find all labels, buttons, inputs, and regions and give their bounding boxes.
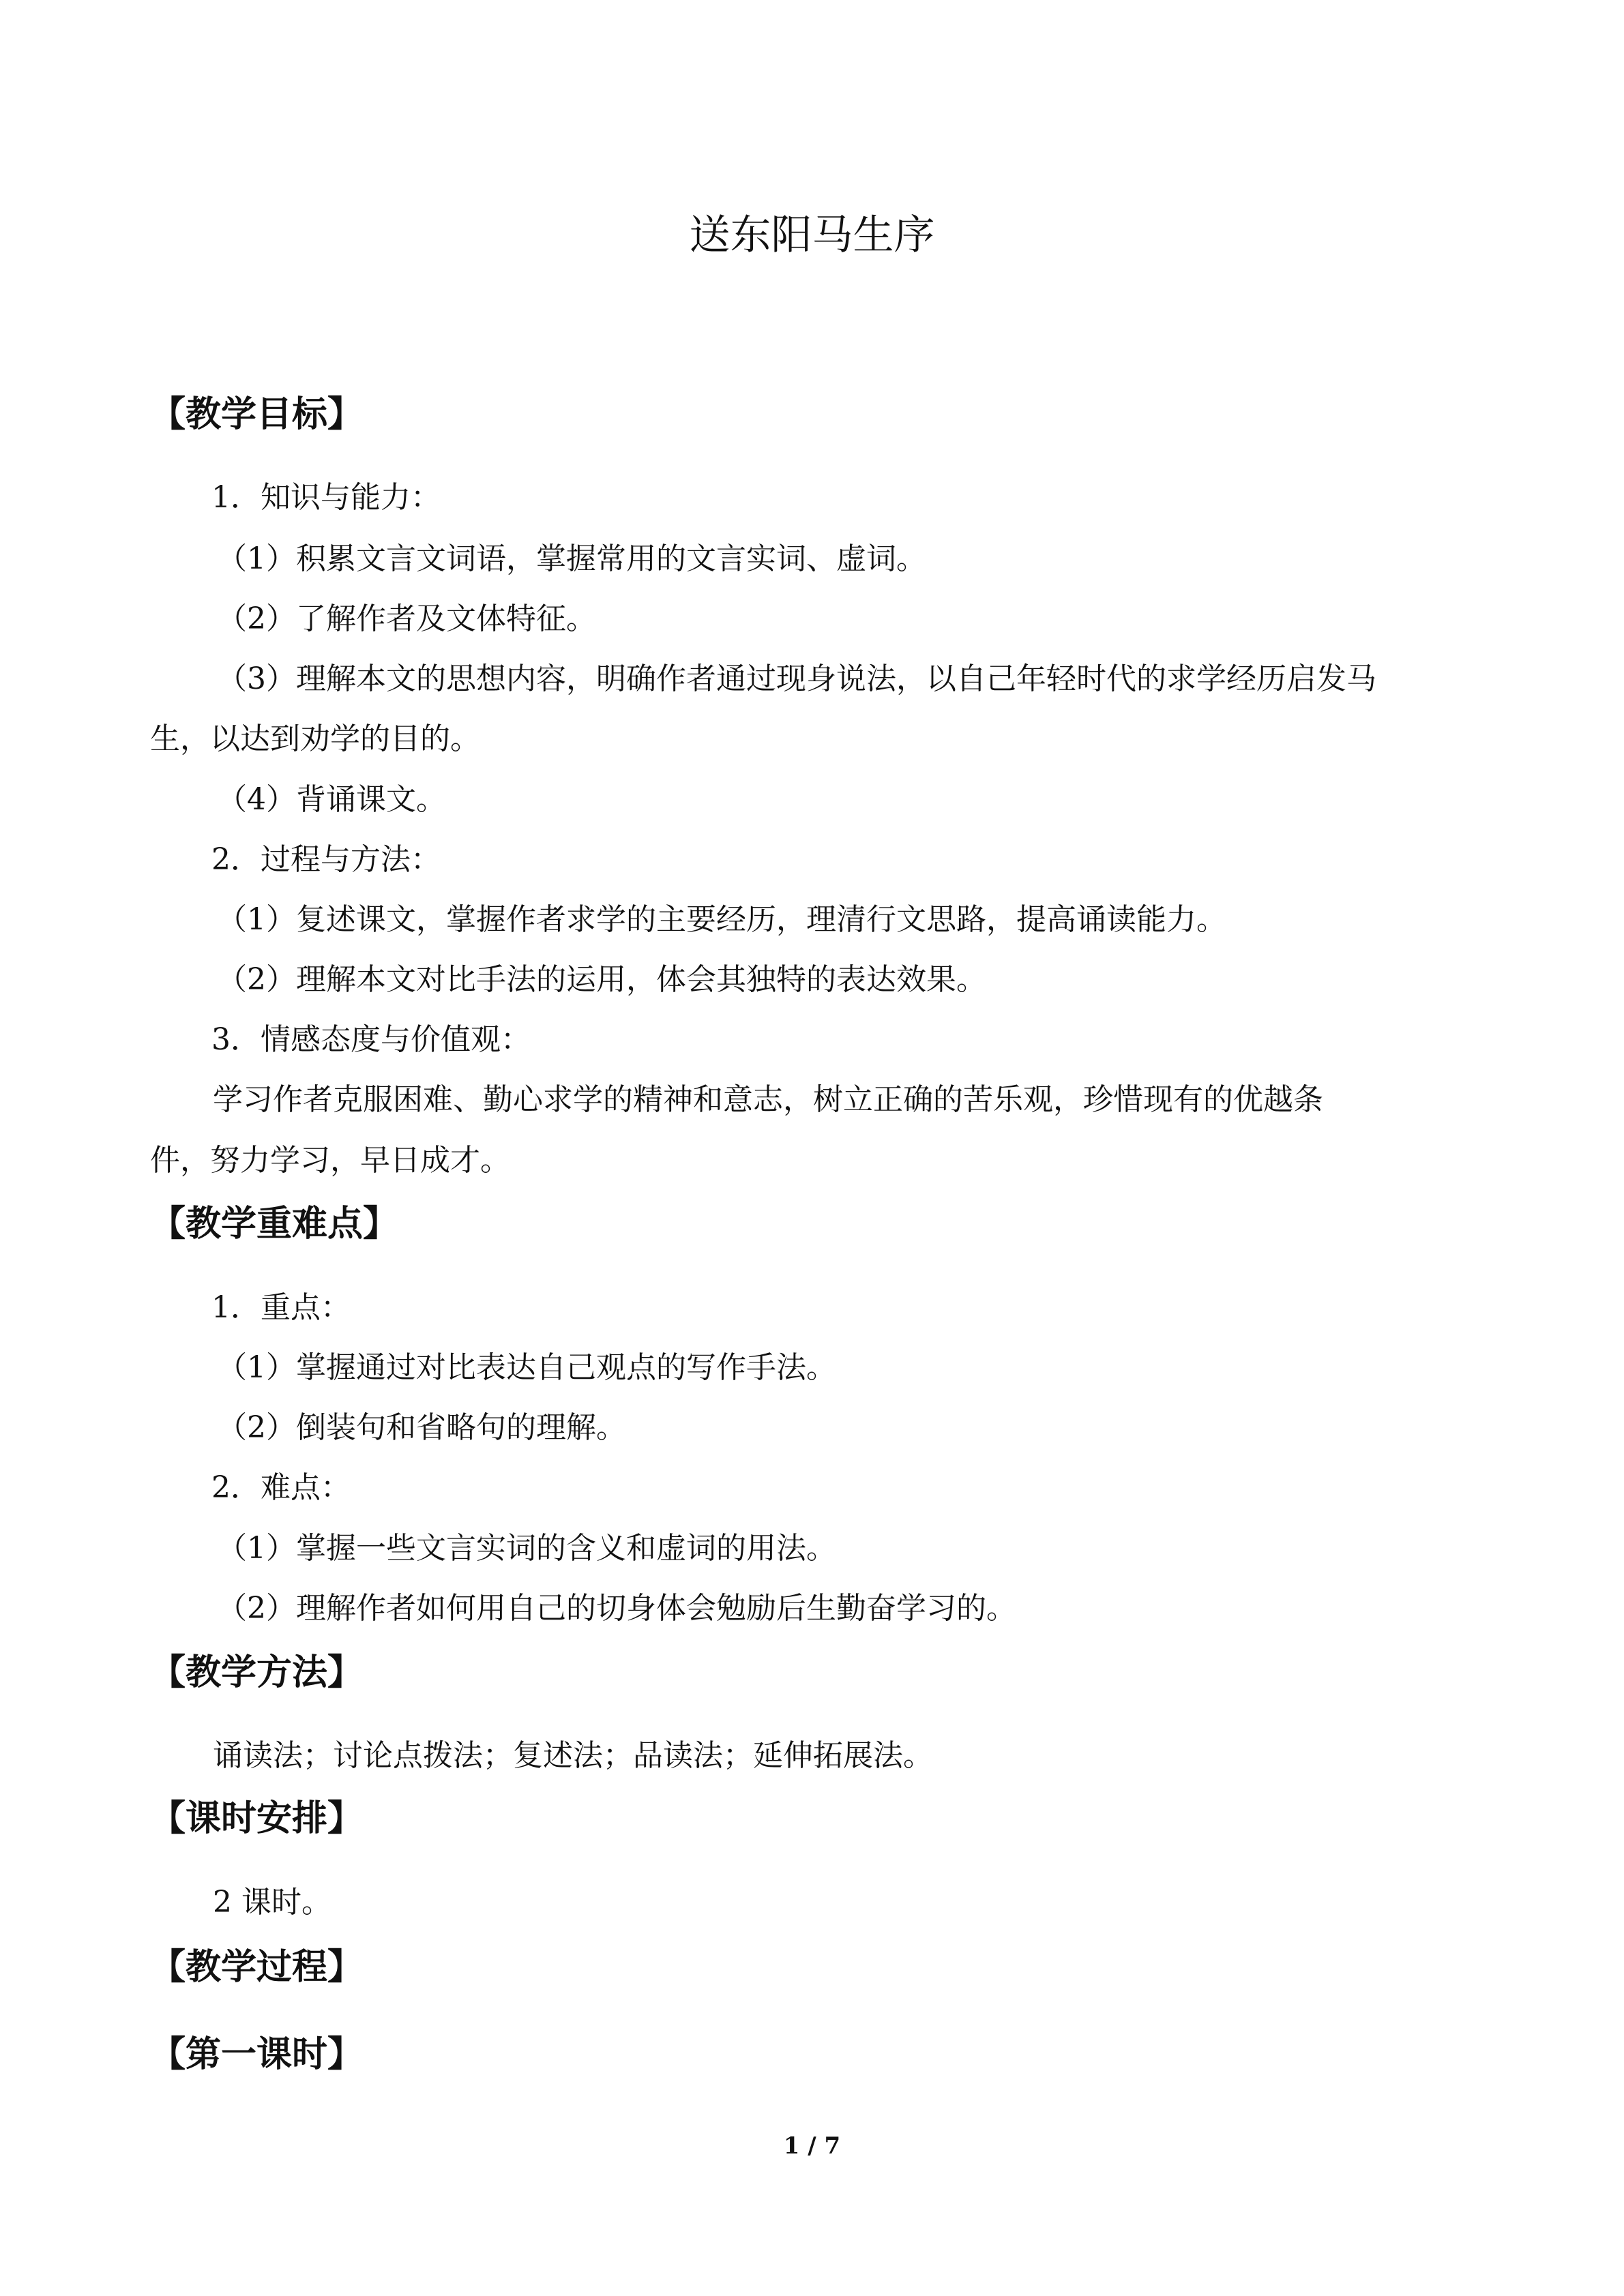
- objectives-line-2: （1）积累文言文词语，掌握常用的文言实词、虚词。: [217, 541, 926, 576]
- methods-line-1: 诵读法；讨论点拨法；复述法；品读法；延伸拓展法。: [213, 1738, 933, 1773]
- section-heading-first-lesson: 【第一课时】: [150, 2034, 364, 2075]
- objectives-line-11: 学习作者克服困难、勤心求学的精神和意志，树立正确的苦乐观，珍惜现有的优越条: [213, 1082, 1323, 1117]
- page-number: 1 / 7: [783, 2132, 841, 2160]
- keypoints-line-4: 2．难点：: [211, 1470, 351, 1505]
- keypoints-line-3: （2）倒装句和省略句的理解。: [217, 1410, 626, 1445]
- objectives-line-6: （4）背诵课文。: [217, 782, 446, 817]
- document-title: 送东阳马生序: [689, 211, 935, 259]
- objectives-line-9: （2）理解本文对比手法的运用，体会其独特的表达效果。: [217, 962, 986, 997]
- objectives-line-7: 2．过程与方法：: [211, 842, 441, 877]
- schedule-line-1: 2 课时。: [213, 1885, 331, 1920]
- objectives-line-4: （3）理解本文的思想内容，明确作者通过现身说法，以自己年轻时代的求学经历启发马: [217, 661, 1376, 696]
- section-heading-keypoints: 【教学重难点】: [150, 1204, 399, 1244]
- keypoints-line-1: 1．重点：: [211, 1290, 351, 1325]
- objectives-line-1: 1．知识与能力：: [211, 480, 441, 515]
- keypoints-line-6: （2）理解作者如何用自己的切身体会勉励后生勤奋学习的。: [217, 1591, 1016, 1626]
- section-heading-schedule: 【课时安排】: [150, 1798, 364, 1839]
- keypoints-line-5: （1）掌握一些文言实词的含义和虚词的用法。: [217, 1531, 836, 1566]
- section-heading-process: 【教学过程】: [150, 1947, 364, 1988]
- objectives-line-3: （2）了解作者及文体特征。: [217, 601, 596, 636]
- keypoints-line-2: （1）掌握通过对比表达自己观点的写作手法。: [217, 1350, 836, 1385]
- objectives-line-10: 3．情感态度与价值观：: [211, 1022, 531, 1057]
- objectives-line-12: 件，努力学习，早日成才。: [150, 1143, 510, 1178]
- objectives-line-8: （1）复述课文，掌握作者求学的主要经历，理清行文思路，提高诵读能力。: [217, 902, 1226, 937]
- objectives-line-5: 生，以达到劝学的目的。: [150, 721, 480, 756]
- section-heading-methods: 【教学方法】: [150, 1652, 364, 1693]
- section-heading-objectives: 【教学目标】: [150, 394, 364, 435]
